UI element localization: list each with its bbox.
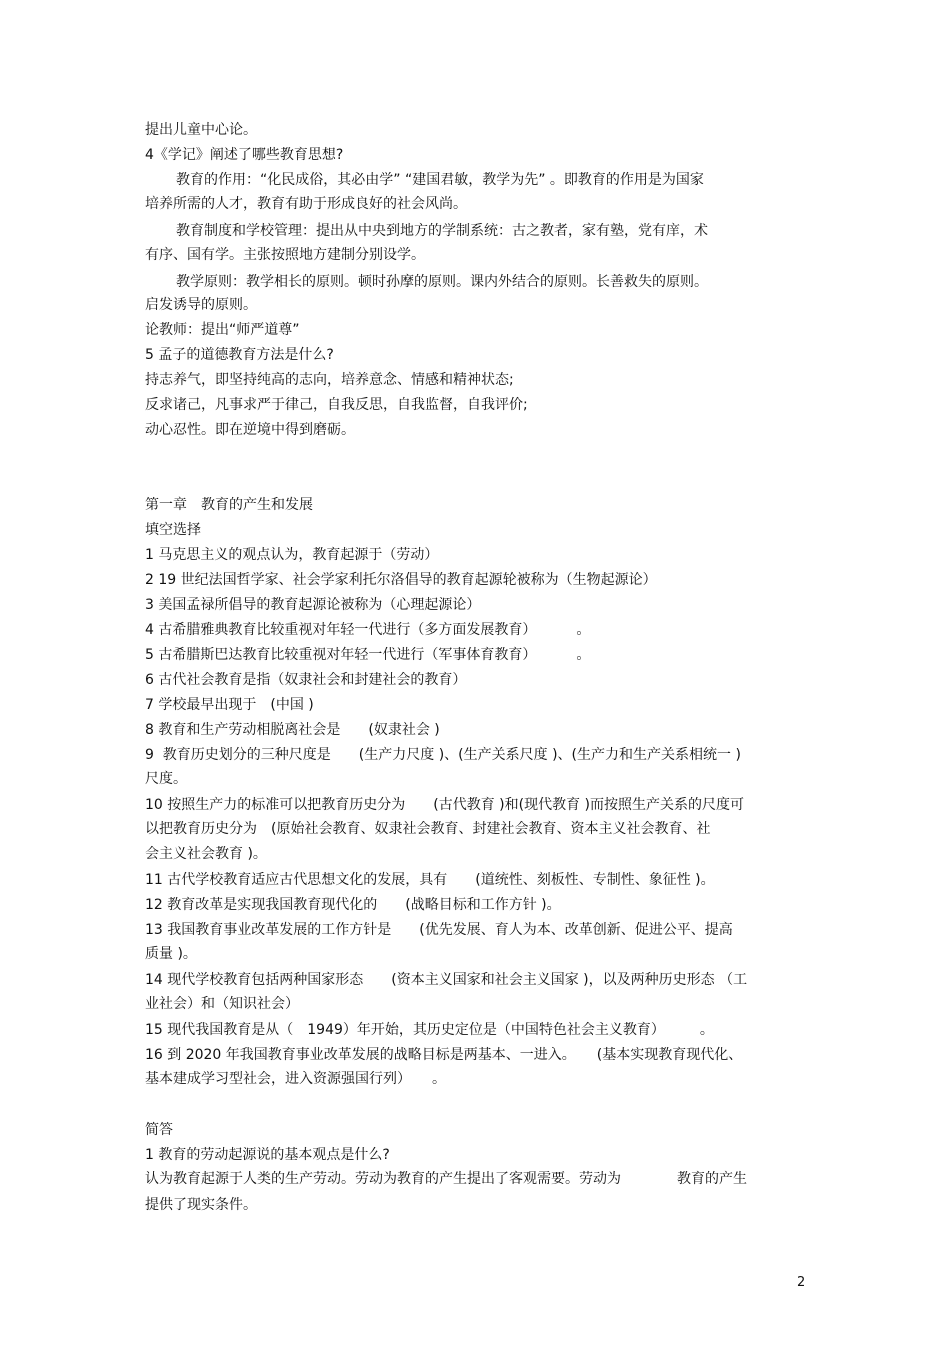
text-line: 10 按照生产力的标准可以把教育历史分为 (古代教育 )和(现代教育 )而按照生产关系的尺度可 (145, 797, 745, 813)
text-line: 15 现代我国教育是从（ 1949）年开始，其历史定位是（中国特色社会主义教育） 。 (145, 1022, 714, 1038)
text-line: 1 马克思主义的观点认为，教育起源于（劳动） (145, 547, 439, 563)
text-line: 以把教育历史分为 (原始社会教育、奴隶社会教育、封建社会教育、资本主义社会教育、社 (145, 821, 711, 837)
text-line: 提出儿童中心论。 (145, 122, 257, 138)
text-line: 5 古希腊斯巴达教育比较重视对年轻一代进行（军事体育教育） 。 (145, 647, 591, 663)
text-line: 反求诸己，凡事求严于律己，自我反思，自我监督，自我评价; (145, 397, 528, 413)
text-line: 持志养气，即坚持纯高的志向，培养意念、情感和精神状态; (145, 372, 514, 388)
text-line: 16 到 2020 年我国教育事业改革发展的战略目标是两基本、一进入。 (基本实现教育现代化、 (145, 1047, 743, 1063)
text-line: 4《学记》阐述了哪些教育思想? (145, 147, 344, 163)
text-line: 有序、国有学。主张按照地方建制分别设学。 (145, 247, 425, 263)
text-line: 3 美国孟禄所倡导的教育起源论被称为（心理起源论） (145, 597, 481, 613)
text-line: 6 古代社会教育是指（奴隶社会和封建社会的教育） (145, 672, 467, 688)
text-line: 培养所需的人才，教育有助于形成良好的社会风尚。 (145, 196, 467, 212)
text-line: 动心忍性。即在逆境中得到磨砺。 (145, 422, 355, 438)
text-line: 提供了现实条件。 (145, 1197, 257, 1213)
text-line: 12 教育改革是实现我国教育现代化的 (战略目标和工作方针 )。 (145, 897, 561, 913)
text-line: 业社会）和（知识社会） (145, 996, 299, 1012)
text-line: 启发诱导的原则。 (145, 297, 257, 313)
text-line: 论教师：提出“师严道尊” (145, 322, 300, 338)
text-line: 5 孟子的道德教育方法是什么? (145, 347, 334, 363)
text-line: 1 教育的劳动起源说的基本观点是什么? (145, 1147, 390, 1163)
text-line: 第一章 教育的产生和发展 (145, 497, 313, 513)
text-line: 2 19 世纪法国哲学家、社会学家利托尔洛倡导的教育起源轮被称为（生物起源论） (145, 572, 657, 588)
text-line: 填空选择 (145, 522, 201, 538)
text-line: 8 教育和生产劳动相脱离社会是 (奴隶社会 ) (145, 722, 440, 738)
page-number: 2 (797, 1275, 806, 1290)
text-line: 教育制度和学校管理：提出从中央到地方的学制系统：古之教者，家有塾，党有庠，术 (176, 223, 708, 239)
text-line: 7 学校最早出现于 (中国 ) (145, 697, 314, 713)
text-line: 9 教育历史划分的三种尺度是 (生产力尺度 )、(生产关系尺度 )、(生产力和生产关系相统一 ) (145, 747, 741, 763)
text-line: 13 我国教育事业改革发展的工作方针是 (优先发展、育人为本、改革创新、促进公平、提高 (145, 922, 733, 938)
text-line: 教学原则：教学相长的原则。顿时孙摩的原则。课内外结合的原则。长善救失的原则。 (176, 274, 708, 290)
text-line: 11 古代学校教育适应古代思想文化的发展，具有 (道统性、刻板性、专制性、象征性 )。 (145, 872, 715, 888)
text-line: 基本建成学习型社会，进入资源强国行列） 。 (145, 1071, 446, 1087)
text-line: 简答 (145, 1122, 173, 1138)
text-line: 质量 )。 (145, 946, 197, 962)
text-line: 4 古希腊雅典教育比较重视对年轻一代进行（多方面发展教育） 。 (145, 622, 591, 638)
text-line: 教育的作用：“化民成俗，其必由学” “建国君敏，教学为先” 。即教育的作用是为国家 (176, 172, 704, 188)
text-line: 尺度。 (145, 771, 187, 787)
text-line: 14 现代学校教育包括两种国家形态 (资本主义国家和社会主义国家 )，以及两种历史形态 （工 (145, 972, 748, 988)
text-line: 认为教育起源于人类的生产劳动。劳动为教育的产生提出了客观需要。劳动为 教育的产生 (145, 1171, 747, 1187)
text-line: 会主义社会教育 )。 (145, 846, 267, 862)
